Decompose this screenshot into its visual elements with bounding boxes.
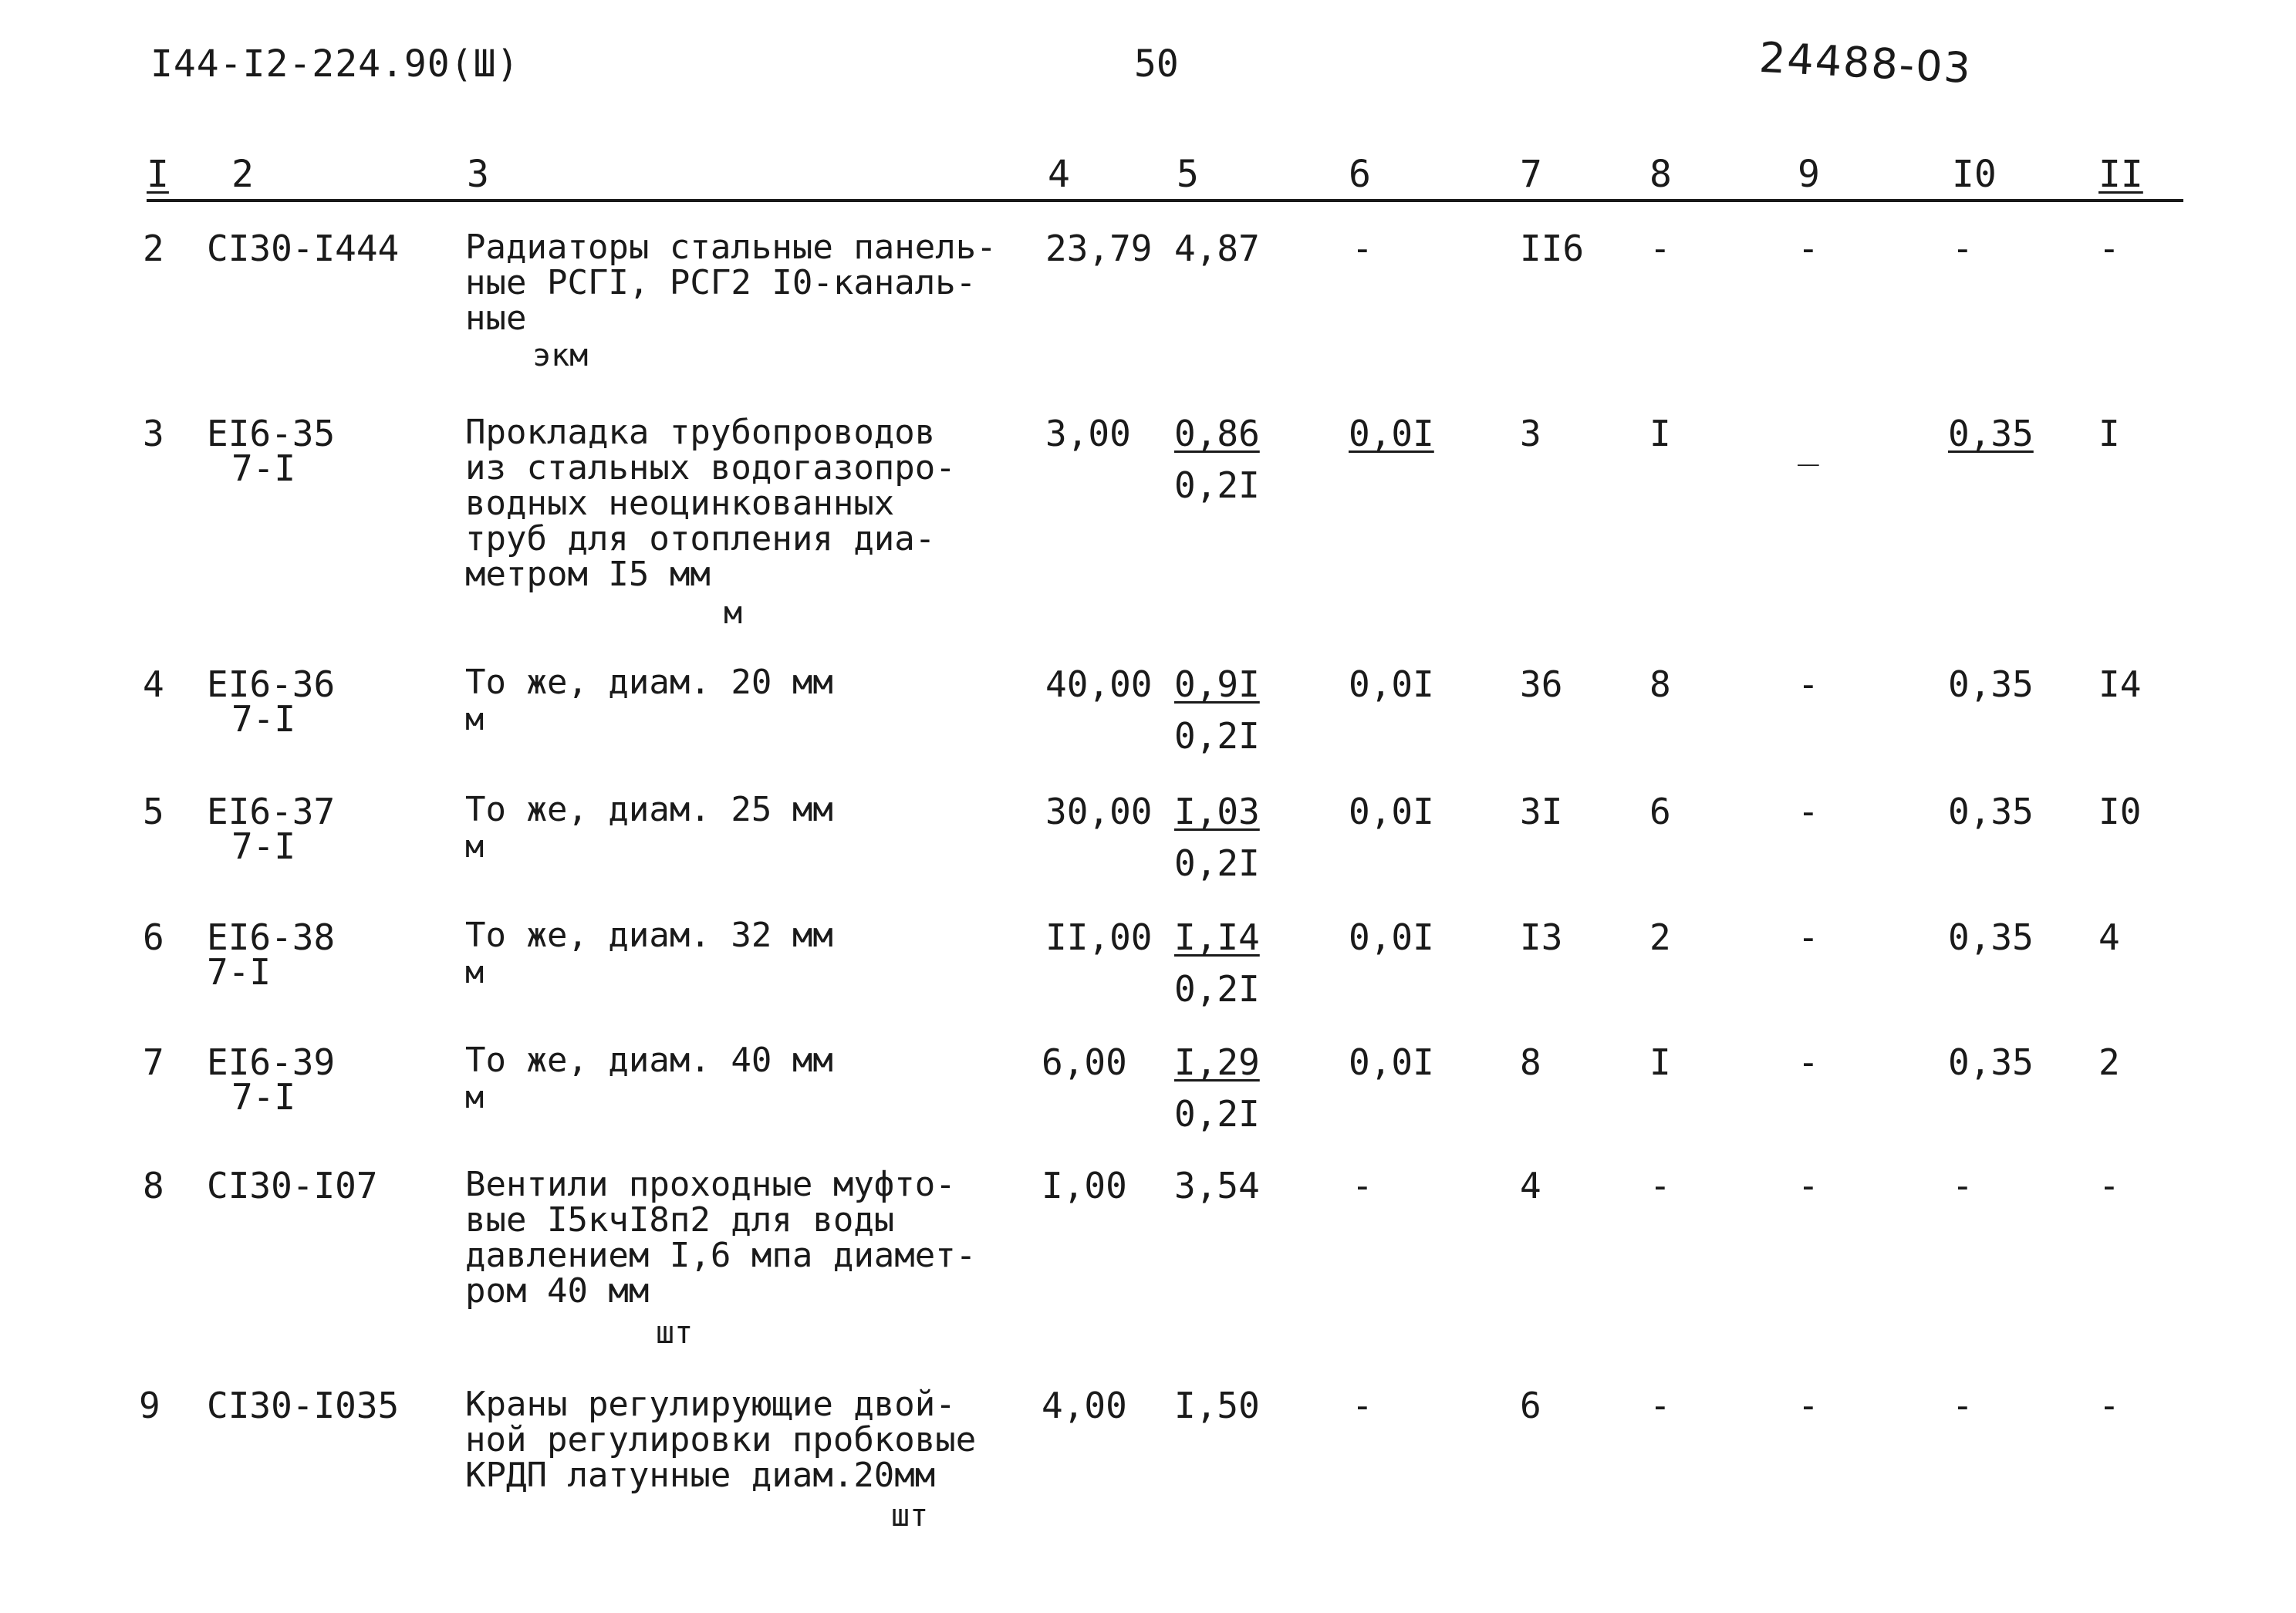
row-col11: -: [2098, 1165, 2120, 1206]
row-col7: 3I: [1520, 791, 1563, 832]
column-header-2: 2: [231, 153, 254, 196]
row-col10: -: [1952, 1385, 1974, 1426]
row-unit: м: [465, 1080, 485, 1115]
column-header-1: I: [147, 153, 169, 196]
row-col11: I: [2098, 413, 2120, 454]
row-col8: -: [1649, 1165, 1671, 1206]
column-header-7: 7: [1520, 153, 1542, 196]
row-col7: 6: [1520, 1385, 1541, 1426]
inventory-number: 24488-03: [1757, 32, 1974, 93]
row-description: [465, 1387, 976, 1493]
column-header-8: 8: [1649, 153, 1672, 196]
row-quantity: 6,00: [1042, 1041, 1127, 1083]
description-line: Вентили проходные муфто-: [465, 1165, 956, 1204]
row-description: [465, 1043, 833, 1078]
row-quantity: 3,00: [1045, 413, 1131, 454]
row-col6: 0,0I: [1349, 413, 1434, 454]
row-col5-bottom: 0,2I: [1174, 1093, 1260, 1135]
row-code: CI30-I444: [207, 228, 400, 269]
row-col9: -: [1798, 228, 1819, 269]
row-col10: 0,35: [1948, 663, 2034, 705]
row-unit: м: [465, 702, 485, 737]
row-col9: -: [1798, 916, 1819, 958]
row-col8: -: [1649, 1385, 1671, 1426]
row-description: [465, 415, 956, 592]
description-line: То же, диам. 25 мм: [465, 790, 833, 829]
row-col10: -: [1952, 1165, 1974, 1206]
description-line: ные РСГI, РСГ2 I0-каналь-: [465, 263, 977, 302]
row-code: EI6-38: [207, 916, 336, 958]
row-col9: -: [1798, 1385, 1819, 1426]
row-col5-bottom: 0,2I: [1174, 464, 1260, 506]
row-col5-top: I,03: [1174, 791, 1260, 832]
column-header-11: II: [2098, 153, 2143, 196]
row-number: 8: [143, 1165, 164, 1206]
row-code: CI30-I07: [207, 1165, 378, 1206]
row-quantity: 40,00: [1045, 663, 1153, 705]
row-col9: _: [1798, 424, 1819, 466]
column-header-9: 9: [1798, 153, 1820, 196]
row-col11: -: [2098, 228, 2120, 269]
description-line: Прокладка трубопроводов: [465, 413, 936, 452]
page-number: 50: [1134, 42, 1179, 86]
row-quantity: II,00: [1045, 916, 1153, 958]
row-description: [465, 665, 833, 700]
row-col11: I4: [2098, 663, 2142, 705]
row-col5-top: 0,86: [1174, 413, 1260, 454]
row-col5-top: I,29: [1174, 1041, 1260, 1083]
description-line: ные: [465, 299, 527, 338]
row-col9: -: [1798, 663, 1819, 705]
row-col6: -: [1352, 228, 1373, 269]
description-line: Радиаторы стальные панель-: [465, 228, 997, 267]
row-col7: 3: [1520, 413, 1541, 454]
row-number: 2: [143, 228, 164, 269]
description-line: вые I5кчI8п2 для воды: [465, 1200, 895, 1240]
column-header-10: I0: [1952, 153, 1997, 196]
row-unit: м: [465, 829, 485, 865]
row-code: EI6-35: [207, 413, 336, 454]
row-number: 4: [143, 663, 164, 705]
row-unit: экм: [532, 338, 589, 373]
row-quantity: 30,00: [1045, 791, 1153, 832]
row-number: 3: [143, 413, 164, 454]
row-code: EI6-37: [207, 791, 336, 832]
row-col5-top: 4,87: [1174, 228, 1260, 269]
row-code-sub: 7-I: [207, 951, 272, 993]
row-col10: 0,35: [1948, 791, 2034, 832]
row-col8: I: [1649, 1041, 1671, 1083]
column-header-4: 4: [1048, 153, 1070, 196]
row-col6: -: [1352, 1385, 1373, 1426]
row-col7: 36: [1520, 663, 1563, 705]
row-code: EI6-36: [207, 663, 336, 705]
row-col10: 0,35: [1948, 1041, 2034, 1083]
row-col5-top: 0,9I: [1174, 663, 1260, 705]
description-line: из стальных водогазопро-: [465, 448, 956, 488]
description-line: То же, диам. 32 мм: [465, 916, 833, 955]
row-col9: -: [1798, 1165, 1819, 1206]
row-col9: -: [1798, 791, 1819, 832]
row-unit: м: [465, 955, 485, 990]
row-col7: 4: [1520, 1165, 1541, 1206]
description-line: То же, диам. 40 мм: [465, 1041, 833, 1080]
row-col5-bottom: 0,2I: [1174, 842, 1260, 884]
row-col6: -: [1352, 1165, 1373, 1206]
description-line: давлением I,6 мпа диамет-: [465, 1236, 977, 1275]
row-unit: шт: [656, 1315, 694, 1351]
row-col6: 0,0I: [1349, 1041, 1434, 1083]
row-col8: 6: [1649, 791, 1671, 832]
row-description: [465, 918, 833, 953]
row-quantity: 4,00: [1042, 1385, 1127, 1426]
description-line: ром 40 мм: [465, 1271, 650, 1311]
document-code: I44-I2-224.90(Ш): [150, 42, 520, 86]
row-col10: 0,35: [1948, 413, 2034, 454]
row-code-sub: 7-I: [231, 825, 296, 867]
description-line: водных неоцинкованных: [465, 484, 895, 523]
row-col5-bottom: 0,2I: [1174, 715, 1260, 757]
row-number: 9: [139, 1385, 160, 1426]
row-col6: 0,0I: [1349, 791, 1434, 832]
row-code: CI30-I035: [207, 1385, 400, 1426]
row-code-sub: 7-I: [231, 698, 296, 740]
row-unit: м: [724, 596, 743, 631]
row-code-sub: 7-I: [231, 447, 296, 489]
row-col8: I: [1649, 413, 1671, 454]
row-col6: 0,0I: [1349, 663, 1434, 705]
row-col8: -: [1649, 228, 1671, 269]
row-col8: 2: [1649, 916, 1671, 958]
column-header-5: 5: [1177, 153, 1199, 196]
row-number: 7: [143, 1041, 164, 1083]
row-quantity: 23,79: [1045, 228, 1153, 269]
row-number: 5: [143, 791, 164, 832]
row-col10: 0,35: [1948, 916, 2034, 958]
column-header-3: 3: [467, 153, 489, 196]
description-line: метром I5 мм: [465, 555, 711, 594]
row-code: EI6-39: [207, 1041, 336, 1083]
row-quantity: I,00: [1042, 1165, 1127, 1206]
row-unit: шт: [891, 1498, 929, 1534]
description-line: То же, диам. 20 мм: [465, 663, 833, 702]
row-description: [465, 230, 997, 336]
row-description: [465, 1167, 976, 1309]
description-line: Краны регулирующие двой-: [465, 1385, 956, 1424]
row-col5-top: I,I4: [1174, 916, 1260, 958]
column-header-6: 6: [1349, 153, 1371, 196]
row-col7: I3: [1520, 916, 1563, 958]
row-col5-top: 3,54: [1174, 1165, 1260, 1206]
row-col5-top: I,50: [1174, 1385, 1260, 1426]
description-line: КРДП латунные диам.20мм: [465, 1456, 936, 1495]
row-code-sub: 7-I: [231, 1076, 296, 1118]
row-col8: 8: [1649, 663, 1671, 705]
row-number: 6: [143, 916, 164, 958]
description-line: труб для отопления диа-: [465, 519, 936, 558]
row-col11: -: [2098, 1385, 2120, 1426]
row-col11: 2: [2098, 1041, 2120, 1083]
row-col10: -: [1952, 228, 1974, 269]
row-description: [465, 792, 833, 828]
row-col5-bottom: 0,2I: [1174, 968, 1260, 1010]
header-rule: [147, 199, 2183, 202]
row-col7: 8: [1520, 1041, 1541, 1083]
row-col11: 4: [2098, 916, 2120, 958]
description-line: ной регулировки пробковые: [465, 1420, 977, 1459]
row-col7: II6: [1520, 228, 1585, 269]
row-col11: I0: [2098, 791, 2142, 832]
row-col6: 0,0I: [1349, 916, 1434, 958]
row-col9: -: [1798, 1041, 1819, 1083]
